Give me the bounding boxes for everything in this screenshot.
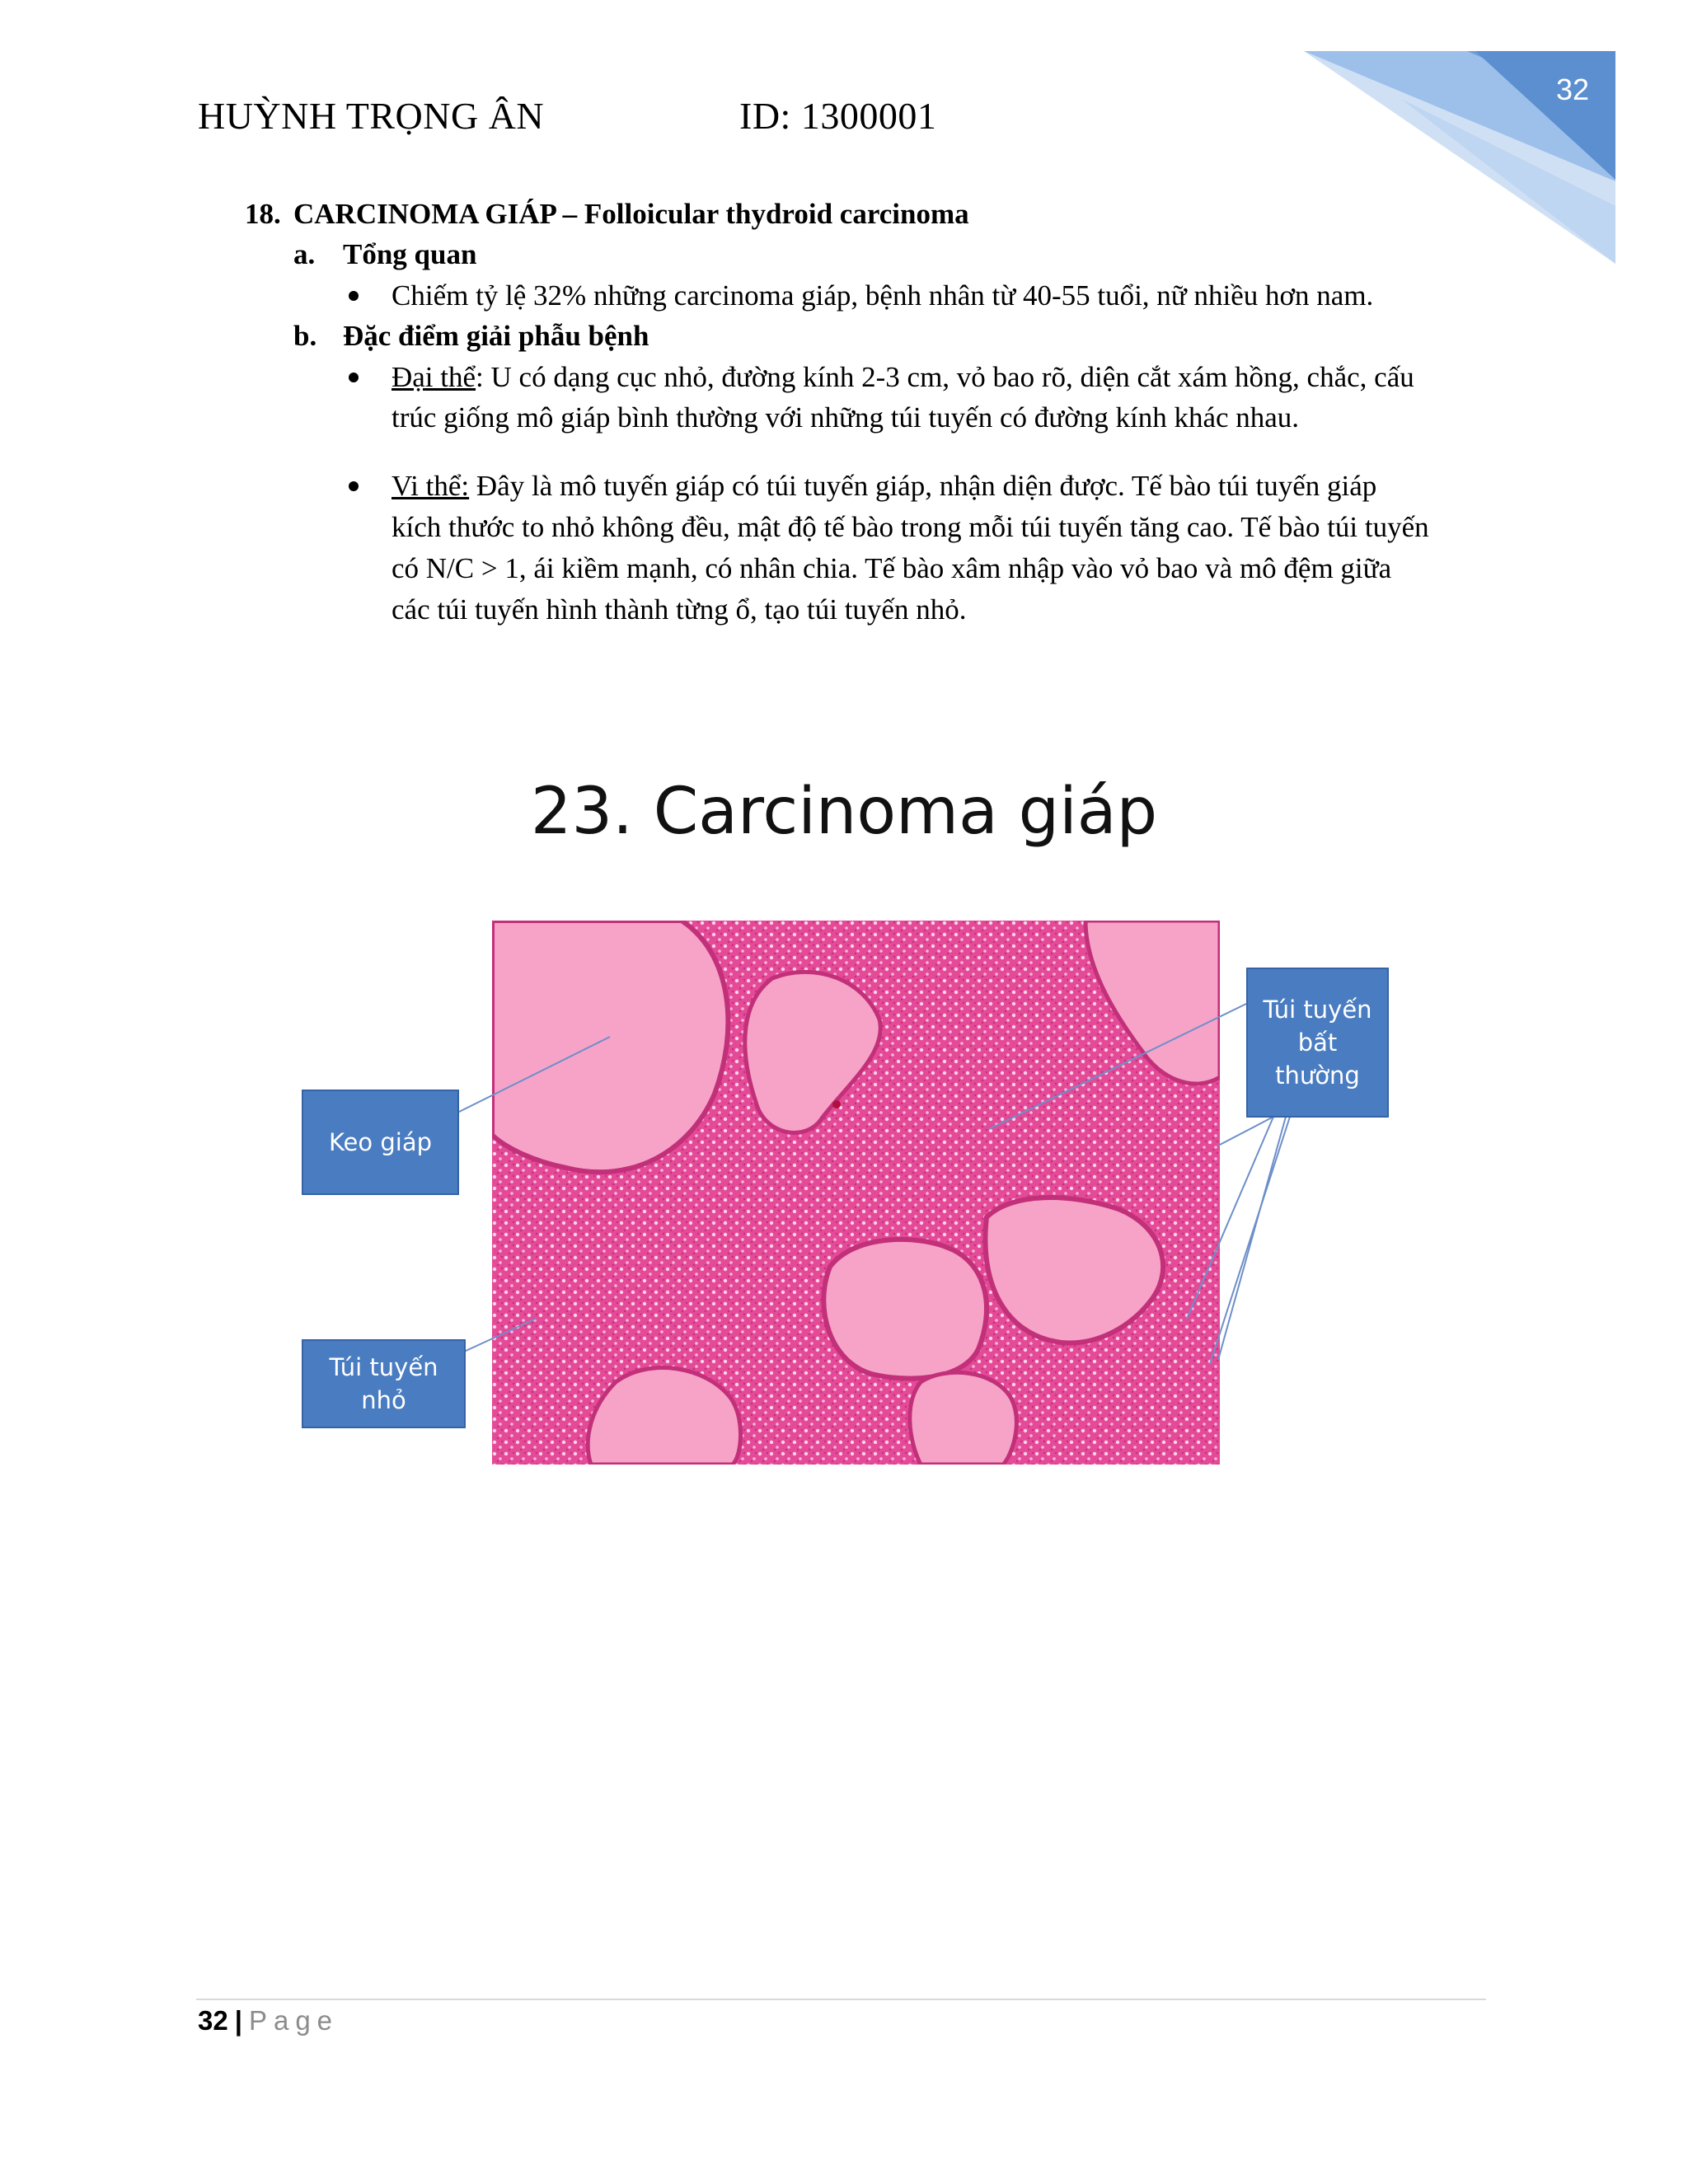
bullet-icon	[349, 373, 359, 382]
gross-line-2: trúc giống mô giáp bình thường với những túi tuyến có đường kính khác nhau.	[392, 401, 1300, 434]
callout-tui-tuyen-bat-thuong-line3: thường	[1275, 1062, 1360, 1090]
gross-line-1	[392, 357, 1414, 398]
histology-image	[492, 921, 1220, 1465]
callout-keo-giap-label: Keo giáp	[328, 1128, 433, 1156]
footer-divider	[196, 1999, 1486, 2000]
micro-line-4: các túi tuyến hình thành từng ổ, tạo túi tuyến nhỏ.	[392, 593, 967, 626]
subsection-b-heading: Đặc điểm giải phẫu bệnh	[343, 320, 649, 352]
subsection-a-heading: Tổng quan	[343, 238, 477, 270]
callout-tui-tuyen-nho-line1: Túi tuyến	[329, 1353, 438, 1381]
header-page-number: 32	[1555, 73, 1590, 106]
footer-separator: |	[234, 2005, 242, 2036]
micro-line-1	[392, 466, 1376, 507]
bullet-icon	[349, 291, 359, 301]
footer-page-word: Page	[248, 2005, 340, 2036]
section-title: CARCINOMA GIÁP – Folloicular thydroid carcinoma	[293, 198, 969, 230]
overview-text: Chiếm tỷ lệ 32% những carcinoma giáp, bệnh nhân từ 40-55 tuổi, nữ nhiều hơn nam.	[392, 279, 1374, 312]
micro-label: Vi thể:	[392, 470, 470, 502]
header-author: HUỲNH TRỌNG ÂN	[198, 95, 545, 137]
gross-text: : U có dạng cục nhỏ, đường kính 2-3 cm, vỏ bao rõ, diện cắt xám hồng, chắc, cấu	[476, 361, 1414, 393]
micro-line-2: kích thước to nhỏ không đều, mật độ tế bào trong mỗi túi tuyến tăng cao. Tế bào túi tuyến	[392, 511, 1429, 543]
figure-title: 23. Carcinoma giáp	[530, 775, 1158, 849]
section-number: 18.	[245, 198, 281, 230]
callout-tui-tuyen-bat-thuong	[1246, 968, 1389, 1118]
callout-keo-giap	[302, 1090, 459, 1195]
subsection-a-marker: a.	[293, 238, 316, 270]
subsection-b-marker: b.	[293, 320, 317, 352]
footer	[198, 2003, 339, 2039]
micro-text: Đây là mô tuyến giáp có túi tuyến giáp, nhận diện được. Tế bào túi tuyến giáp	[469, 470, 1377, 502]
callout-tui-tuyen-nho	[302, 1339, 466, 1428]
callout-tui-tuyen-bat-thuong-line1: Túi tuyến	[1263, 996, 1372, 1024]
callout-tui-tuyen-nho-line2: nhỏ	[361, 1386, 406, 1414]
bullet-icon	[349, 481, 359, 491]
gross-label: Đại thể	[392, 361, 476, 393]
footer-page-number: 32	[198, 2005, 228, 2036]
header-id: ID: 1300001	[739, 95, 937, 137]
callout-tui-tuyen-bat-thuong-line2: bất	[1297, 1029, 1338, 1057]
micro-line-3: có N/C > 1, ái kiềm mạnh, có nhân chia. Tế bào xâm nhập vào vỏ bao và mô đệm giữa	[392, 552, 1392, 584]
